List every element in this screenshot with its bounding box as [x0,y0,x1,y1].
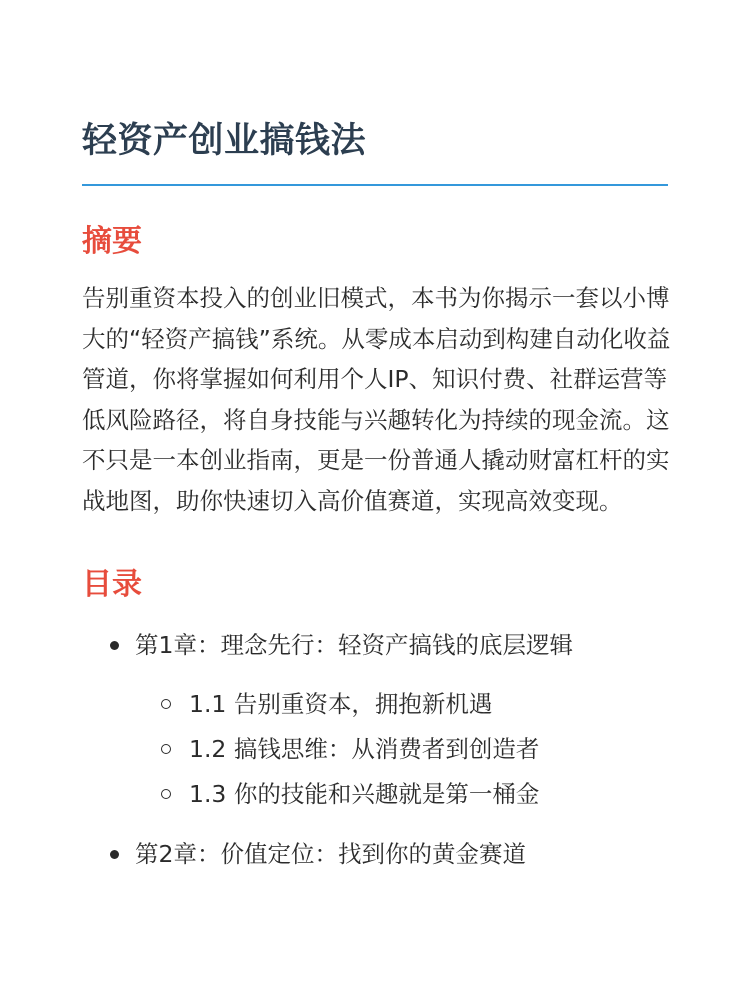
toc-chapter-label: 第1章：理念先行：轻资产搞钱的底层逻辑 [135,631,573,659]
toc-section-label: 1.2 搞钱思维：从消费者到创造者 [189,735,540,763]
toc-heading: 目录 [82,567,142,602]
toc-chapter-1 [82,625,668,817]
summary-text: 告别重资本投入的创业旧模式，本书为你揭示一套以小博大的“轻资产搞钱”系统。从零成本启动到构建自动化收益管道，你将掌握如何利用个人IP、知识付费、社群运营等低风险路径，将自身技能与兴趣转化为持续的现金流。这不只是一本创业指南，更是一份普通人撬动财富杠杆的实战地图，助你快速切入高价值赛道，实现高效变现。 [82,284,671,515]
title-divider [82,184,668,186]
toc-section-1-1 [135,682,668,727]
summary-heading: 摘要 [82,224,142,259]
bullet-circle-icon [161,744,171,754]
bullet-disc-icon [110,641,119,650]
bullet-disc-icon [110,850,119,859]
toc-chapter-2 [82,834,668,874]
toc-section-1-3 [135,772,668,817]
toc-section-label: 1.1 告别重资本，拥抱新机遇 [189,690,493,718]
table-of-contents [82,625,668,874]
toc-section-1-2 [135,727,668,772]
bullet-circle-icon [161,699,171,709]
toc-chapter-label: 第2章：价值定位：找到你的黄金赛道 [135,840,526,868]
toc-section-list [135,682,668,817]
book-title: 轻资产创业搞钱法 [82,121,367,161]
bullet-circle-icon [161,789,171,799]
toc-section-label: 1.3 你的技能和兴趣就是第一桶金 [189,780,540,808]
